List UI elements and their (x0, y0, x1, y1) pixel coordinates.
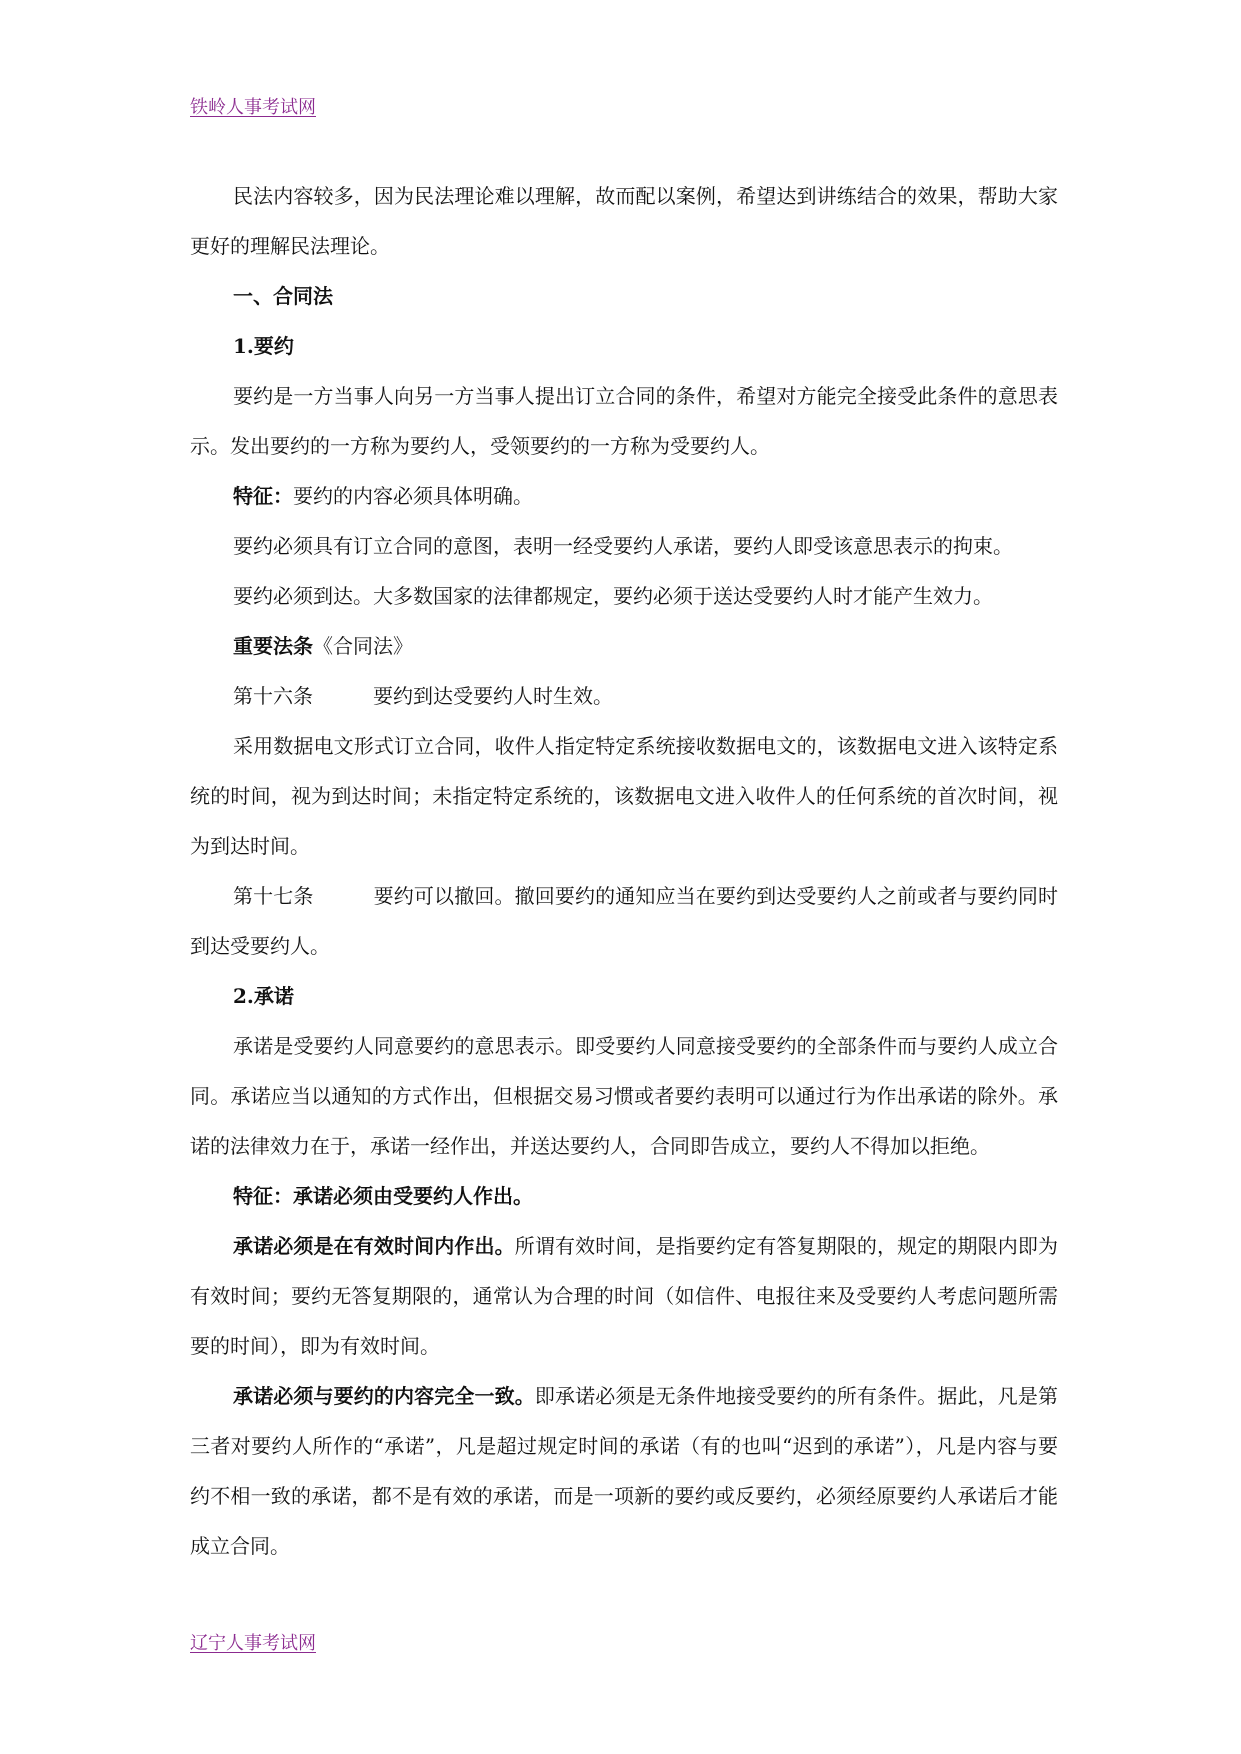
article-17 (190, 871, 1058, 971)
document-body (190, 171, 1058, 1571)
article-16-text: 要约到达受要约人时生效。 (373, 684, 613, 708)
features-label: 特征： (233, 484, 293, 508)
article-16-number: 第十六条 (233, 684, 313, 708)
acceptance-definition: 承诺是受要约人同意要约的意思表示。即受要约人同意接受要约的全部条件而与要约人成立合同。承诺应当以通知的方式作出，但根据交易习惯或者要约表明可以通过行为作出承诺的除外。承诺的法律效力在于，承诺一经作出，并送达要约人，合同即告成立，要约人不得加以拒绝。 (190, 1034, 1058, 1158)
acceptance-features: 特征：承诺必须由受要约人作出。 (233, 1184, 533, 1208)
law-name: 《合同法》 (313, 634, 413, 658)
article-16-paragraph-2: 采用数据电文形式订立合同，收件人指定特定系统接收数据电文的，该数据电文进入该特定系统的时间，视为到达时间；未指定特定系统的，该数据电文进入收件人的任何系统的首次时间，视为到达时间。 (190, 734, 1058, 858)
article-16 (190, 671, 1058, 721)
offer-feature-2: 要约必须具有订立合同的意图，表明一经受要约人承诺，要约人即受该意思表示的拘束。 (233, 534, 1013, 558)
law-label: 重要法条 (233, 634, 313, 658)
article-17-text: 要约可以撤回。撤回要约的通知应当在要约到达受要约人之前或者与要约同时到达受要约人。 (190, 884, 1059, 958)
acceptance-content: 承诺必须与要约的内容完全一致。即承诺必须是无条件地接受要约的所有条件。据此，凡是第三者对要约人所作的“承诺”，凡是超过规定时间的承诺（有的也叫“迟到的承诺”），凡是内容与要约不相一致的承诺，都不是有效的承诺，而是一项新的要约或反要约，必须经原要约人承诺后才能成立合同。 (190, 1384, 1058, 1558)
acceptance-time: 承诺必须是在有效时间内作出。所谓有效时间，是指要约定有答复期限的，规定的期限内即为有效时间；要约无答复期限的，通常认为合理的时间（如信件、电报往来及受要约人考虑问题所需要的时间），即为有效时间。 (190, 1234, 1058, 1358)
intro-paragraph: 民法内容较多，因为民法理论难以理解，故而配以案例，希望达到讲练结合的效果，帮助大家更好的理解民法理论。 (190, 184, 1058, 258)
subsection-heading-acceptance: 2.承诺 (233, 984, 294, 1008)
article-17-number: 第十七条 (233, 884, 314, 908)
offer-features (190, 471, 1058, 521)
subsection-heading-offer: 1.要约 (233, 334, 294, 358)
offer-feature-3: 要约必须到达。大多数国家的法律都规定，要约必须于送达受要约人时才能产生效力。 (233, 584, 993, 608)
law-heading (190, 621, 1058, 671)
footer-link[interactable]: 辽宁人事考试网 (190, 1633, 316, 1654)
offer-definition: 要约是一方当事人向另一方当事人提出订立合同的条件，希望对方能完全接受此条件的意思表示。发出要约的一方称为要约人，受领要约的一方称为受要约人。 (190, 384, 1058, 458)
header-link[interactable]: 铁岭人事考试网 (190, 97, 316, 118)
features-text: 要约的内容必须具体明确。 (293, 484, 533, 508)
section-heading: 一、合同法 (233, 284, 333, 308)
